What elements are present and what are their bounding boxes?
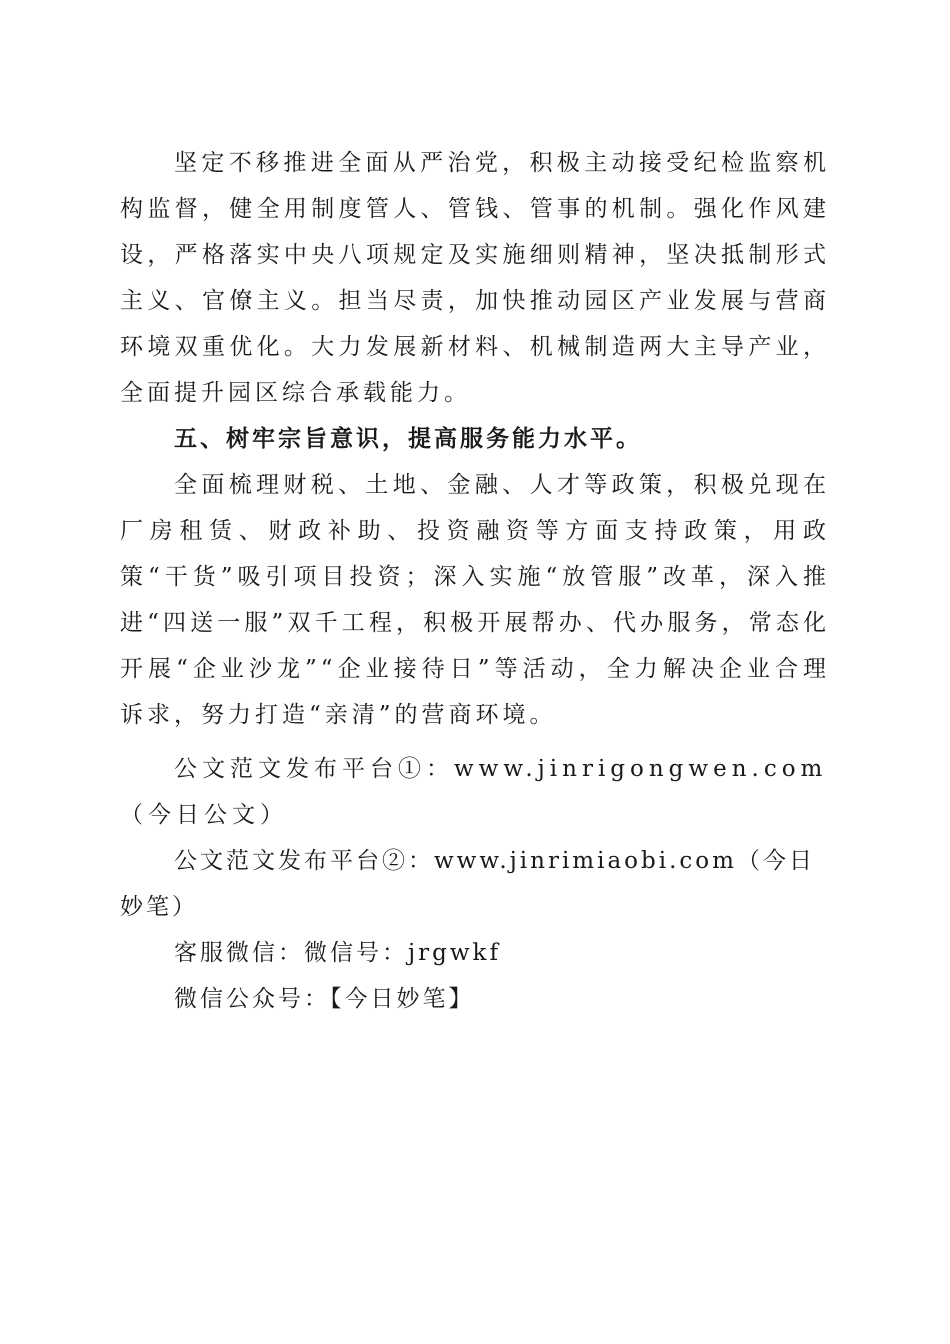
document-body (120, 140, 830, 1022)
body-paragraph-1: 坚定不移推进全面从严治党，积极主动接受纪检监察机构监督，健全用制度管人、管钱、管事的机制。强化作风建设，严格落实中央八项规定及实施细则精神，坚决抵制形式主义、官僚主义。担当尽责，加快推动园区产业发展与营商环境双重优化。大力发展新材料、机械制造两大主导产业，全面提升园区综合承载能力。 (120, 150, 830, 406)
footer-service-wechat: 客服微信：微信号：jrgwkf (174, 940, 501, 966)
footer-official-account: 微信公众号：【今日妙笔】 (174, 986, 475, 1012)
body-paragraph-2: 全面梳理财税、土地、金融、人才等政策，积极兑现在厂房租赁、财政补助、投资融资等方面支持政策，用政策“干货”吸引项目投资；深入实施“放管服”改革，深入推进“四送一服”双千工程，积极开展帮办、代办服务，常态化开展“企业沙龙”“企业接待日”等活动，全力解决企业合理诉求，努力打造“亲清”的营商环境。 (120, 472, 830, 728)
footer-platform-2: 公文范文发布平台②：www.jinrimiaobi.com（今日妙笔） (120, 848, 815, 920)
section-heading-5: 五、树牢宗旨意识，提高服务能力水平。 (174, 426, 642, 452)
footer-platform-1: 公文范文发布平台①：www.jinrigongwen.com（今日公文） (120, 756, 828, 828)
